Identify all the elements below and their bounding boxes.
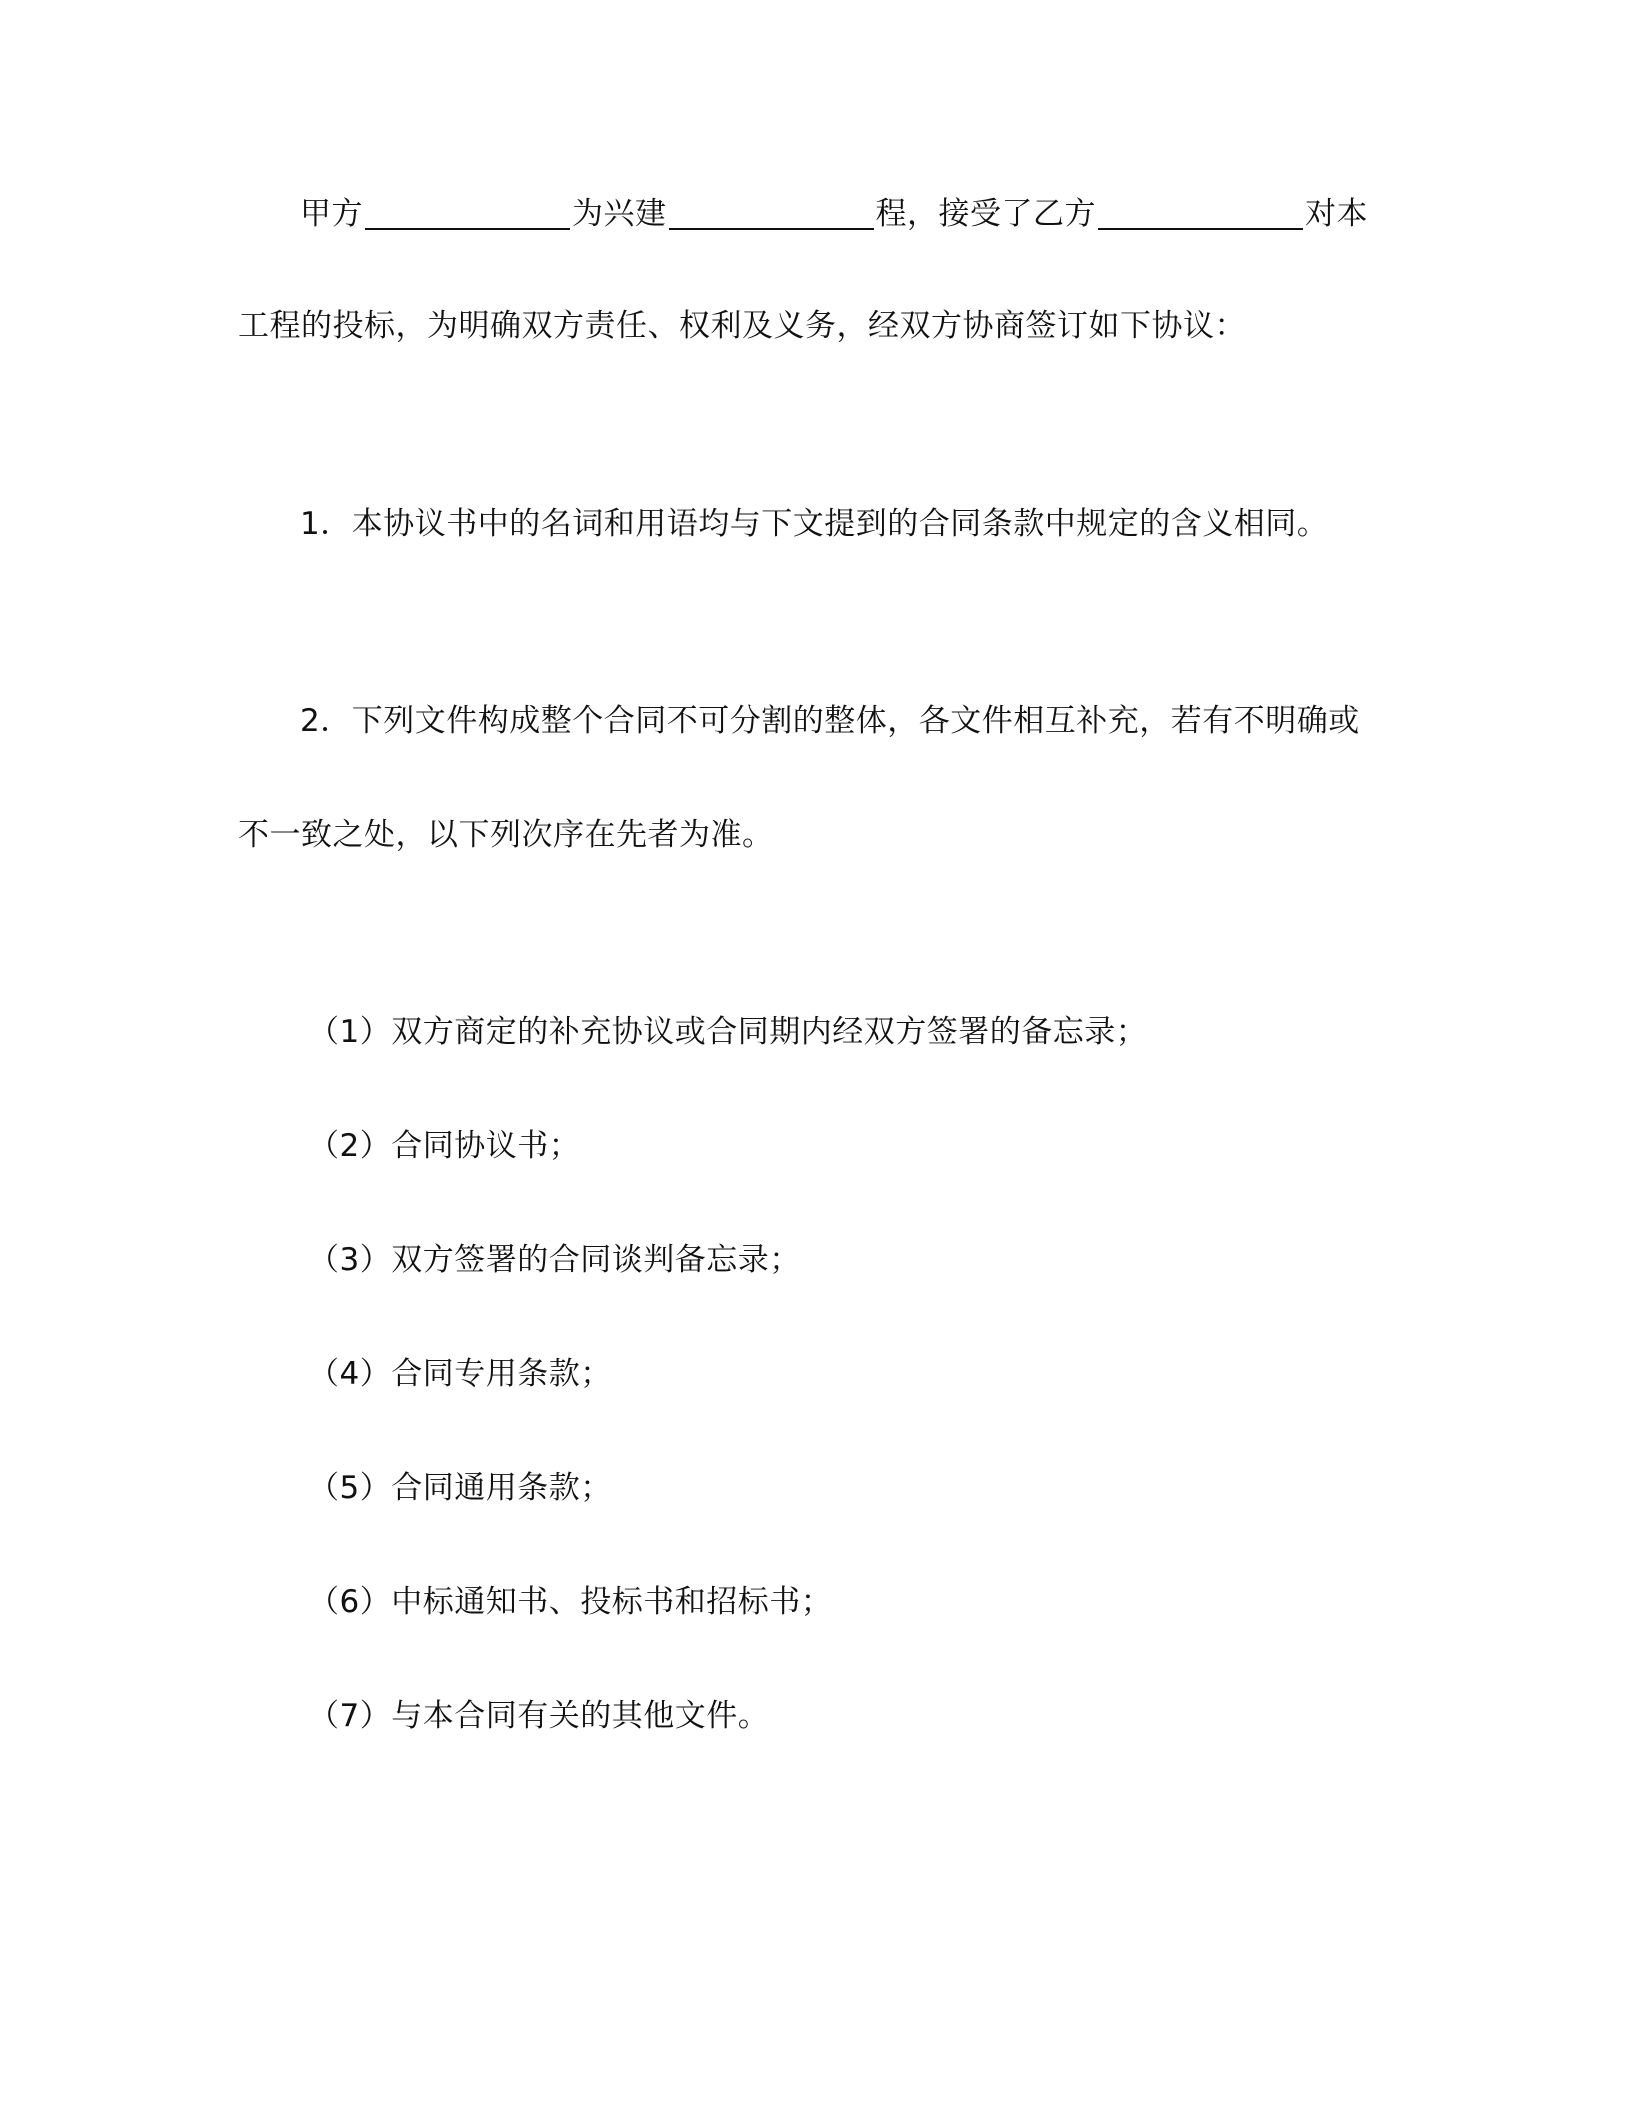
document-item-2: （2）合同协议书；: [308, 1128, 581, 1164]
document-item-5: （5）合同通用条款；: [308, 1470, 612, 1506]
party-a-blank: [365, 196, 570, 230]
for-building-label: 为兴建: [572, 196, 667, 232]
project-name-blank: [669, 196, 874, 230]
party-a-label: 甲方: [300, 196, 363, 232]
to-this-label: 对本: [1305, 196, 1368, 232]
document-item-1: （1）双方商定的补充协议或合同期内经双方签署的备忘录；: [308, 1014, 1148, 1050]
document-item-4: （4）合同专用条款；: [308, 1356, 612, 1392]
clause-2-line-2: 不一致之处，以下列次序在先者为准。: [238, 817, 774, 853]
party-b-blank: [1098, 196, 1303, 230]
clause-1: 1．本协议书中的名词和用语均与下文提到的合同条款中规定的含义相同。: [300, 506, 1329, 542]
project-accept-label: 程，接受了乙方: [875, 196, 1096, 232]
intro-line-1: [300, 194, 1368, 234]
clause-2-line-1: 2．下列文件构成整个合同不可分割的整体，各文件相互补充，若有不明确或: [300, 703, 1360, 739]
document-item-7: （7）与本合同有关的其他文件。: [308, 1698, 770, 1734]
document-item-3: （3）双方签署的合同谈判备忘录；: [308, 1242, 801, 1278]
intro-line-2: 工程的投标，为明确双方责任、权利及义务，经双方协商签订如下协议：: [238, 308, 1246, 344]
document-item-6: （6）中标通知书、投标书和招标书；: [308, 1584, 833, 1620]
